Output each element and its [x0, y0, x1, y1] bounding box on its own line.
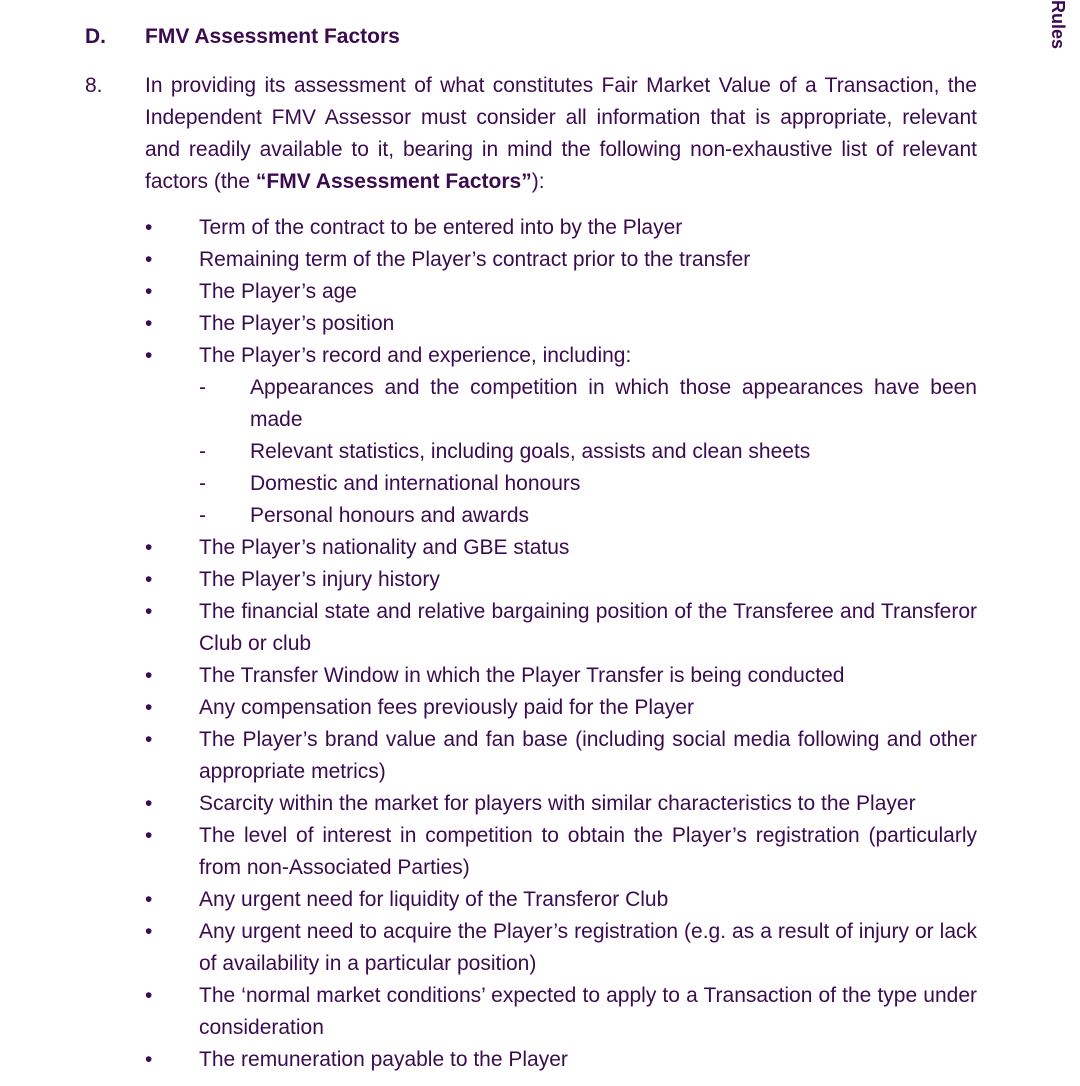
dash-icon: - [199, 472, 206, 495]
dash-icon: - [199, 440, 206, 463]
list-item [145, 884, 977, 916]
list-item [145, 308, 977, 340]
factor-text: Scarcity within the market for players with similar characteristics to the Player [199, 792, 916, 815]
list-item [145, 692, 977, 724]
factor-text: The level of interest in competition to obtain the Player’s registration (particularly from non-Associated Parties) [199, 824, 977, 879]
list-item [145, 916, 977, 980]
paragraph-number: 8. [85, 74, 103, 97]
factor-text: The Player’s record and experience, including: [199, 344, 632, 367]
factor-text: The remuneration payable to the Player [199, 1048, 568, 1071]
side-tab [1036, 0, 1070, 52]
bullet-icon: • [145, 888, 153, 911]
side-tab-label: Rules [1048, 0, 1068, 50]
bullet-icon: • [145, 536, 153, 559]
bullet-icon: • [145, 280, 153, 303]
bullet-icon: • [145, 312, 153, 335]
list-item [145, 980, 977, 1044]
list-item [145, 532, 977, 564]
bullet-icon: • [145, 920, 153, 943]
sub-list-item [199, 436, 977, 468]
list-item [145, 276, 977, 308]
defined-term: “FMV Assessment Factors” [255, 170, 532, 193]
bullet-icon: • [145, 728, 153, 751]
dash-icon: - [199, 504, 206, 527]
list-item [145, 212, 977, 244]
bullet-icon: • [145, 792, 153, 815]
paragraph-text-after: ): [531, 170, 545, 193]
list-item [145, 564, 977, 596]
list-item [145, 596, 977, 660]
bullet-icon: • [145, 696, 153, 719]
bullet-icon: • [145, 344, 153, 367]
sub-factor-text: Appearances and the competition in which those appearances have been made [250, 376, 977, 431]
factor-text: The Transfer Window in which the Player Transfer is being conducted [199, 664, 845, 687]
factor-text: The financial state and relative bargaining position of the Transferee and Transferor Club or club [199, 600, 977, 655]
bullet-icon: • [145, 824, 153, 847]
factor-text: The Player’s brand value and fan base (including social media following and other appropriate metrics) [199, 728, 977, 783]
bullet-icon: • [145, 984, 153, 1007]
sub-list-item [199, 500, 977, 532]
bullet-icon: • [145, 248, 153, 271]
list-item [145, 340, 977, 532]
sub-list-item [199, 468, 977, 500]
factor-text: The Player’s age [199, 280, 357, 303]
section-letter: D. [85, 25, 106, 48]
factor-text: The Player’s injury history [199, 568, 440, 591]
factor-text: The Player’s nationality and GBE status [199, 536, 570, 559]
dash-icon: - [199, 376, 206, 399]
bullet-icon: • [145, 664, 153, 687]
sub-factor-text: Personal honours and awards [250, 504, 530, 527]
list-item [145, 788, 977, 820]
bullet-icon: • [145, 600, 153, 623]
bullet-icon: • [145, 216, 153, 239]
section-title: FMV Assessment Factors [145, 25, 400, 48]
factor-text: Any urgent need for liquidity of the Transferor Club [199, 888, 669, 911]
sub-factor-text: Relevant statistics, including goals, assists and clean sheets [250, 440, 811, 463]
sub-factor-list [199, 372, 977, 532]
list-item [145, 1044, 977, 1076]
factor-text: Term of the contract to be entered into by the Player [199, 216, 683, 239]
factor-text: The ‘normal market conditions’ expected to apply to a Transaction of the type under consideration [199, 984, 977, 1039]
list-item [145, 244, 977, 276]
list-item [145, 820, 977, 884]
list-item [145, 724, 977, 788]
paragraph-text [145, 70, 977, 198]
factor-text: The Player’s position [199, 312, 395, 335]
factor-text: Any urgent need to acquire the Player’s registration (e.g. as a result of injury or lack of availability in a particular position) [199, 920, 977, 975]
bullet-icon: • [145, 1048, 153, 1071]
paragraph-8 [85, 70, 977, 198]
paragraph-text-before: In providing its assessment of what constitutes Fair Market Value of a Transaction, the Independent FMV Assessor must consider all information that is appropriate, relevant and readily available to it, bearing in mind the following non-exhaustive list of relevant factors (the [145, 74, 977, 193]
factor-text: Remaining term of the Player’s contract prior to the transfer [199, 248, 751, 271]
factor-list [145, 212, 977, 1076]
sub-list-item [199, 372, 977, 436]
list-item [145, 660, 977, 692]
sub-factor-text: Domestic and international honours [250, 472, 581, 495]
section-heading [85, 22, 400, 52]
factor-text: Any compensation fees previously paid for the Player [199, 696, 694, 719]
bullet-icon: • [145, 568, 153, 591]
